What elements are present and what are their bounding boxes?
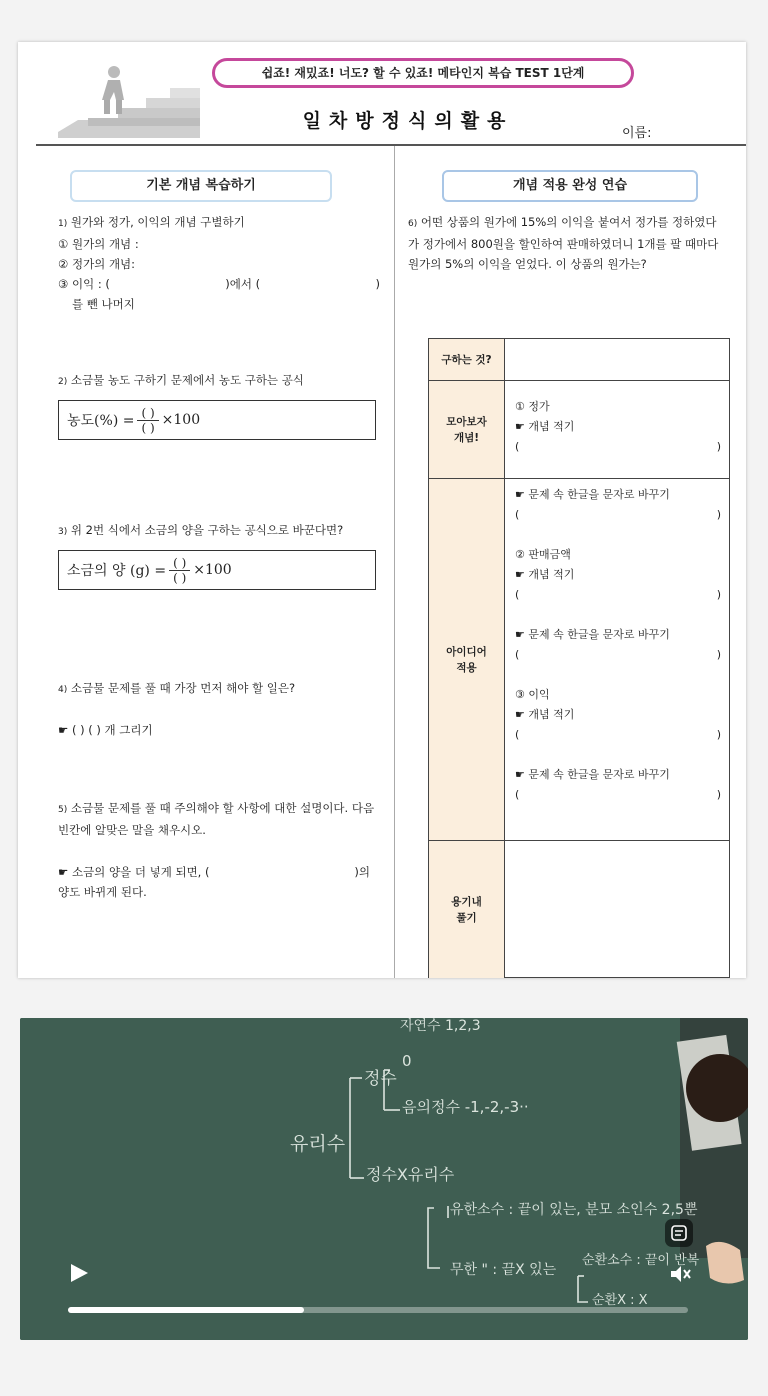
item3-title: ③ 이익 (515, 688, 550, 701)
stairs-figure-image (58, 62, 200, 138)
question-1 (58, 212, 380, 314)
concept-cell (515, 397, 721, 457)
table-row-concept (429, 381, 729, 479)
board-text-infinite: 무한 " : 끝X 있는 (450, 1262, 557, 1278)
paren-close: ) (716, 508, 721, 521)
q2-fraction (137, 406, 158, 435)
q2-number: 2) (58, 377, 68, 387)
board-text-negative: 음의정수 -1,-2,-3·· (402, 1098, 529, 1116)
item2-concept-write: ☛ 개념 적기 (515, 568, 575, 581)
row-solve-label-1: 용기내 (451, 896, 482, 908)
right-column (408, 146, 721, 924)
table-row-idea (429, 479, 729, 841)
q1-line-rest: 를 뺀 나머지 (72, 297, 135, 311)
row-concept-label-2: 개념! (453, 431, 480, 444)
worksheet-title: 일차방정식의활용 (302, 110, 514, 132)
board-text-repeating: 순환소수 : 끝이 반복 (582, 1253, 700, 1268)
item1-concept-blank[interactable] (515, 437, 721, 457)
q3-text: 위 2번 식에서 소금의 양을 구하는 공식으로 바꾼다면? (70, 523, 344, 537)
q1-profit-b: )에서 ( (225, 277, 261, 291)
q1-profit-c: ) (375, 277, 380, 291)
paren-close: ) (716, 648, 721, 661)
q1-title: 원가와 정가, 이익의 개념 구별하기 (70, 215, 245, 229)
q3-denominator-blank[interactable]: ( ) (173, 570, 187, 585)
paren-close: ) (716, 588, 721, 601)
item1-concept-write: ☛ 개념 적기 (515, 420, 575, 433)
row-concept-label (429, 381, 505, 478)
q5-text: 소금물 문제를 풀 때 주의해야 할 사항에 대한 설명이다. 다음 빈칸에 알맞은 말을 채우시오. (58, 801, 375, 837)
q1-line-price: ② 정가의 개념: (58, 257, 136, 271)
item3-letters-blank[interactable] (515, 785, 721, 805)
board-text-integer: 정수 (364, 1069, 397, 1089)
mute-icon[interactable] (668, 1262, 692, 1286)
paren-open: ( (515, 728, 520, 741)
q1-profit-a: ③ 이익 : ( (58, 277, 110, 291)
q5-answer-a: ☛ 소금의 양을 더 넣게 되면, ( (58, 865, 210, 879)
q2-denominator-blank[interactable]: ( ) (141, 420, 155, 435)
row-solve-label-2: 풀기 (456, 912, 477, 924)
question-3 (58, 520, 380, 590)
item2-to-letters: ☛ 문제 속 한글을 문자로 바꾸기 (515, 628, 670, 641)
row-goal-label: 구하는 것? (429, 339, 505, 380)
board-text-natural: 자연수 1,2,3 (400, 1018, 481, 1034)
item3-concept-blank[interactable] (515, 725, 721, 745)
paren-open: ( (515, 588, 520, 601)
q3-fraction (169, 556, 190, 585)
item1-title: ① 정가 (515, 400, 550, 413)
q5-answer-c: 양도 바뀌게 된다. (58, 885, 147, 899)
video-progress-fill (68, 1307, 304, 1313)
left-section-title: 기본 개념 복습하기 (70, 170, 332, 202)
q1-line-profit (58, 274, 380, 294)
item2-concept-blank[interactable] (515, 585, 721, 605)
item3-to-letters: ☛ 문제 속 한글을 문자로 바꾸기 (515, 768, 670, 781)
item2-letters-blank[interactable] (515, 645, 721, 665)
q1-number: 1) (58, 219, 68, 229)
paren-close: ) (716, 440, 721, 453)
course-banner: 쉽죠! 재밌죠! 너도? 할 수 있죠! 메타인지 복습 TEST 1단계 (212, 58, 634, 88)
q2-text: 소금물 농도 구하기 문제에서 농도 구하는 공식 (70, 373, 304, 387)
q6-text: 어떤 상품의 원가에 15%의 이익을 붙여서 정가를 정하였다가 정가에서 800원을 할인하여 판매하였더니 1개를 팔 때마다 원가의 5%의 이익을 얻었다. 이 상품의 원가는? (408, 215, 719, 271)
question-4 (58, 678, 380, 740)
board-text-rational: 유리수 (290, 1133, 346, 1155)
item1-to-letters: ☛ 문제 속 한글을 문자로 바꾸기 (515, 488, 670, 501)
right-section-title: 개념 적용 완성 연습 (442, 170, 698, 202)
salt-amount-formula-box (58, 550, 376, 590)
idea-cell (515, 485, 721, 805)
chalkboard-frame (20, 1018, 748, 1340)
row-idea-label-1: 아이디어 (446, 645, 487, 658)
row-idea-label-2: 적용 (456, 661, 477, 674)
row-solve-label (429, 841, 505, 978)
paren-close: ) (716, 728, 721, 741)
column-divider (394, 146, 395, 978)
item2-title: ② 판매금액 (515, 548, 571, 561)
row-idea-label (429, 479, 505, 840)
row-concept-label-1: 모아보자 (446, 415, 487, 428)
board-text-zero: 0 (402, 1052, 412, 1070)
paren-open: ( (515, 648, 520, 661)
name-label: 이름: (622, 126, 652, 141)
question-5 (58, 798, 380, 902)
solution-table (428, 338, 730, 978)
q4-number: 4) (58, 685, 68, 695)
paren-open: ( (515, 440, 520, 453)
board-text-finite: 유한소수 : 끝이 있는, 분모 소인수 2,5뿐 (450, 1202, 698, 1218)
captions-icon[interactable] (664, 1218, 694, 1248)
board-text-non-integer: 정수X유리수 (366, 1165, 455, 1184)
play-icon[interactable] (68, 1262, 90, 1284)
table-row-solve (429, 841, 729, 978)
video-player[interactable] (20, 1018, 748, 1340)
q3-formula-lhs: 소금의 양 (g) = (67, 563, 167, 579)
q6-number: 6) (408, 219, 418, 229)
q3-numerator-blank[interactable]: ( ) (169, 556, 190, 571)
q2-formula-lhs: 농도(%) = (67, 413, 135, 429)
video-progress-bar[interactable] (68, 1307, 688, 1313)
concentration-formula-box (58, 400, 376, 440)
paren-close: ) (716, 788, 721, 801)
q5-answer-line (58, 862, 380, 882)
item1-letters-blank[interactable] (515, 505, 721, 525)
q4-text: 소금물 문제를 풀 때 가장 먼저 해야 할 일은? (70, 681, 296, 695)
paren-open: ( (515, 788, 520, 801)
left-column (58, 146, 380, 899)
q2-numerator-blank[interactable]: ( ) (137, 406, 158, 421)
q3-formula-tail: ×100 (193, 562, 232, 578)
question-2 (58, 370, 380, 440)
q4-answer: ☛ ( ) ( ) 개 그리기 (58, 723, 153, 737)
paren-open: ( (515, 508, 520, 521)
q5-answer-b: )의 (354, 865, 370, 879)
question-6 (408, 212, 720, 274)
q5-number: 5) (58, 805, 68, 815)
q2-formula-tail: ×100 (161, 412, 201, 428)
board-text-non-repeating: 순환X : X (592, 1293, 648, 1308)
item3-concept-write: ☛ 개념 적기 (515, 708, 575, 721)
q1-line-cost: ① 원가의 개념 : (58, 237, 139, 251)
q3-number: 3) (58, 527, 68, 537)
worksheet-page (18, 42, 746, 978)
table-row-goal (429, 339, 729, 381)
